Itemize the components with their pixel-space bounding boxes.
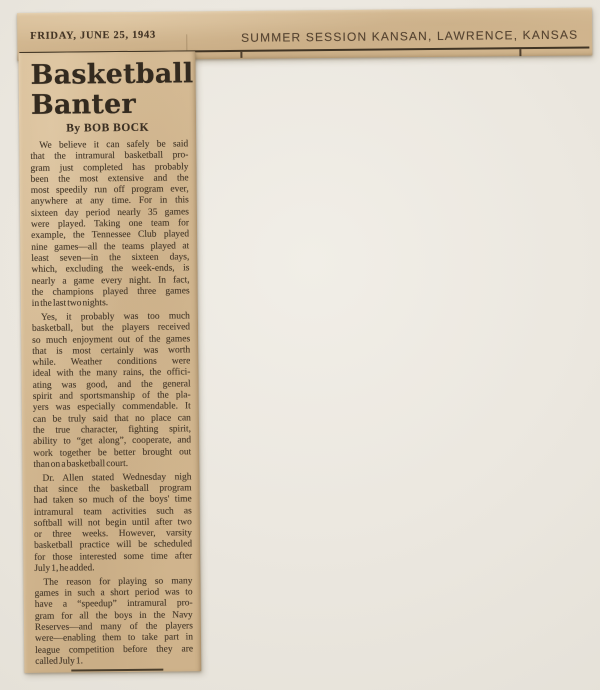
article-paragraph [34,576,193,668]
text-line: nearly a game every night. In fact, [31,274,190,287]
text-line: Reserves—and many of the players [34,621,193,633]
headline-line: Basketball [30,58,194,91]
text-line: for those interested some time after [34,551,193,563]
text-line: the true character, fighting spirit, [32,424,192,436]
text-line: Yes, it probably was too much [40,311,190,323]
text-line: most speedily run off program ever, [30,184,189,197]
text-line: have a “speedup” intramural pro- [34,598,193,611]
text-line: July 1, he added. [34,563,95,574]
text-line: that the intramural basketball pro- [30,150,189,163]
torn-rule-fragment [71,668,163,671]
newspaper-clipping [17,7,600,673]
article-headline [18,51,196,121]
text-line: been the most extensive and the [30,173,189,185]
masthead-publication: SUMMER SESSION KANSAN, LAWRENCE, KANSAS [241,27,579,45]
article-paragraph [33,472,192,575]
text-line: while. Weather conditions were [32,356,191,369]
article-paragraph [32,311,192,471]
text-line: intramural team activities such as [33,505,192,518]
text-line: called July 1. [35,656,84,667]
article-body [19,139,201,668]
headline-line: Banter [30,88,137,121]
text-line: least seven—in the sixteen days, [31,252,190,264]
text-line: gram just completed has probably [30,161,189,174]
text-line: Dr. Allen stated Wednesday nigh [42,471,192,484]
text-line: ability to “get along”, cooperate, and [33,435,192,448]
text-line: We believe it can safely be said [39,139,189,151]
text-line: anywhere at any time. For in this [30,195,189,208]
text-line: than on a basketball court. [33,458,129,470]
text-line: gram for all the boys in the Navy [34,610,193,622]
text-line: sixteen day period nearly 35 games [30,207,189,219]
text-line: work together be better brought out [33,446,192,459]
text-line: ating was good, and the general [32,379,191,391]
text-line: had taken so much of the boys' time [33,494,192,507]
article-clipping [18,51,201,673]
column-rule-tick [240,52,242,58]
article-paragraph [30,139,190,310]
text-line: basketball practice will be scheduled [34,539,193,552]
text-line: example, the Tennessee Club played [31,229,190,242]
text-line: were—enabling them to take part in [34,632,194,645]
pencil-mark [186,34,187,50]
text-line: the champions played three games [31,286,190,298]
text-line: yers was especially commendable. It [32,401,191,414]
text-line: that is most certainly was worth [32,345,191,357]
text-line: games in such a short period was to [34,587,193,599]
text-line: league competition before they are [35,643,194,656]
text-line: basketball, but the players received [31,322,191,335]
text-line: nine games—all the teams played at [31,241,190,253]
text-line: which, excluding the week-ends, is [31,263,190,276]
text-line: or three weeks. However, varsity [33,528,193,540]
text-line: that since the basketball program [33,483,192,495]
column-rule-tick [519,49,521,56]
text-line: in the last two nights. [31,298,109,310]
text-line: softball will not begin until after two [33,517,192,529]
article-byline: By BOB BOCK [66,121,150,135]
masthead-date: FRIDAY, JUNE 25, 1943 [30,29,156,42]
text-line: were played. Taking one team for [30,218,190,230]
text-line: spirit and sportsmanship of the pla- [32,390,191,402]
text-line: so much enjoyment out of the games [32,333,191,346]
text-line: can be truly said that no place can [32,412,191,425]
text-line: The reason for playing so many [43,576,193,588]
text-line: ideal with the many rains, the offici- [32,367,191,380]
